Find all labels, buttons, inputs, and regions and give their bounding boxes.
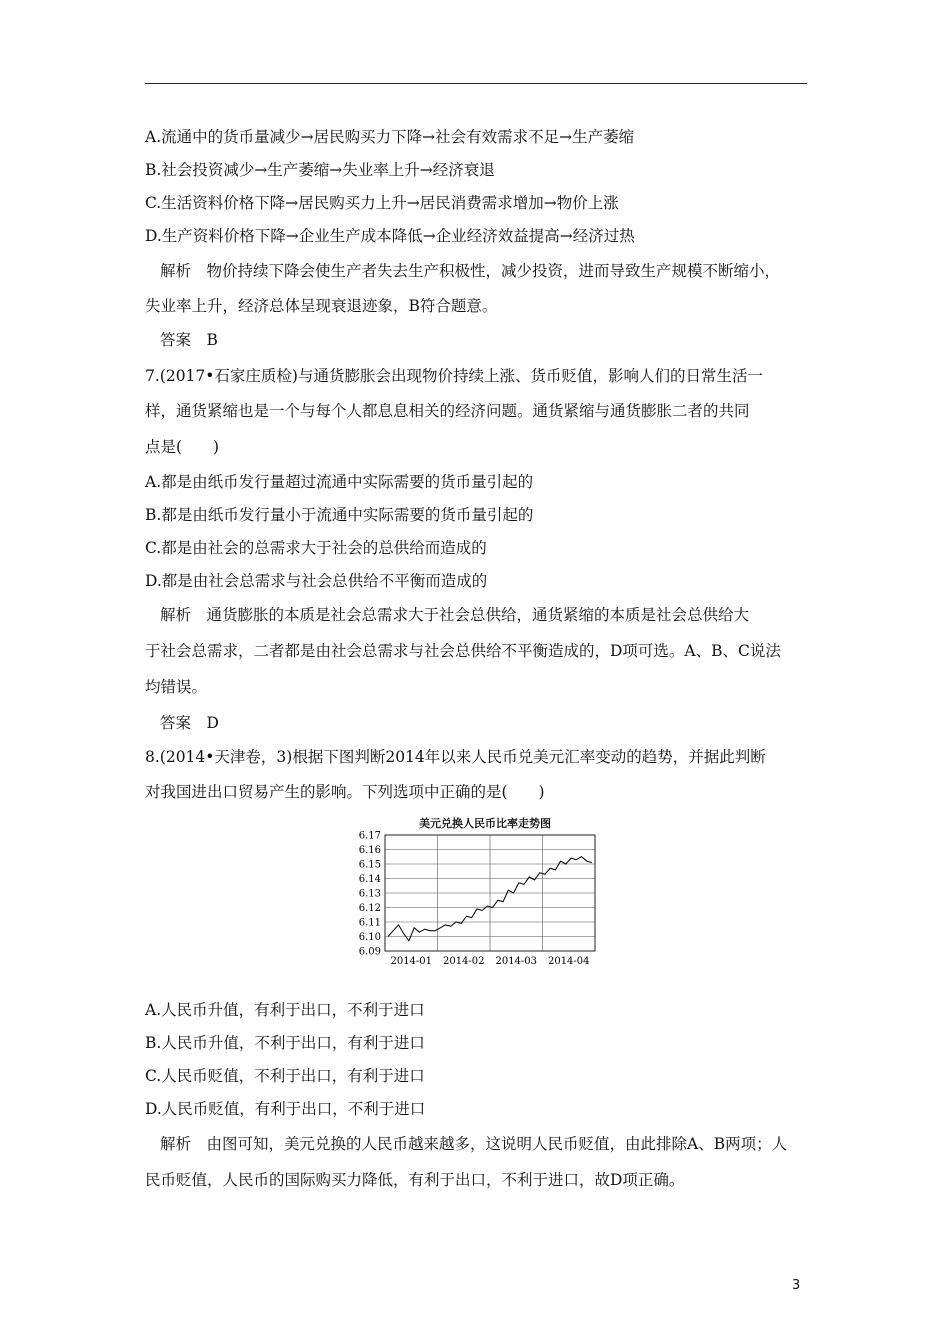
chart-y-tick-label: 6.12 <box>358 903 381 914</box>
chart-y-tick-label: 6.11 <box>358 917 381 929</box>
q6-analysis-line-1: 解析 物价持续下降会使生产者失去生产积极性，减少投资，进而导致生产规模不断缩小， <box>160 262 781 280</box>
q7-stem-line-2: 样，通货紧缩也是一个与每个人都息息相关的经济问题。通货紧缩与通货膨胀二者的共同 <box>145 402 750 420</box>
q7-analysis-line-2: 于社会总需求，二者都是由社会总需求与社会总供给不平衡造成的，D项可选。A、B、C说法 <box>145 642 781 660</box>
q8-stem-line-1: 8.(2014•天津卷，3)根据下图判断2014年以来人民币兑美元汇率变动的趋势，并据此判断 <box>145 748 766 766</box>
chart-y-tick-label: 6.09 <box>358 946 381 958</box>
chart-x-axis <box>390 956 589 967</box>
chart-y-tick-label: 6.15 <box>358 859 381 871</box>
page-number: 3 <box>792 1278 801 1293</box>
q7-answer: 答案 D <box>160 714 219 732</box>
q6-analysis-line-2: 失业率上升，经济总体呈现衰退迹象，B符合题意。 <box>145 297 498 315</box>
q6-option-b: B.社会投资减少→生产萎缩→失业率上升→经济衰退 <box>145 161 495 179</box>
q6-option-c: C.生活资料价格下降→居民购买力上升→居民消费需求增加→物价上涨 <box>145 194 619 212</box>
chart-y-tick-label: 6.13 <box>358 888 381 900</box>
q8-option-b: B.人民币升值，不利于出口，有利于进口 <box>145 1034 425 1052</box>
chart-y-tick-label: 6.17 <box>358 830 381 842</box>
q8-analysis-line-1: 解析 由图可知，美元兑换的人民币越来越多，这说明人民币贬值，由此排除A、B两项；人 <box>160 1135 788 1153</box>
q7-stem-line-3: 点是( ) <box>145 438 220 456</box>
q8-stem-line-2: 对我国进出口贸易产生的影响。下列选项中正确的是( ) <box>145 783 545 801</box>
chart-x-tick-label: 2014-04 <box>547 956 590 967</box>
q7-analysis-line-3: 均错误。 <box>145 678 208 696</box>
q7-analysis-line-1: 解析 通货膨胀的本质是社会总需求大于社会总供给，通货紧缩的本质是社会总供给大 <box>160 606 750 624</box>
q7-option-b: B.都是由纸币发行量小于流通中实际需要的货币量引起的 <box>145 506 534 524</box>
header-rule <box>145 83 807 84</box>
q7-stem-line-1: 7.(2017•石家庄质检)与通货膨胀会出现物价持续上涨、货币贬值，影响人们的日常生活一 <box>145 367 763 385</box>
chart-title: 美元兑换人民币比率走势图 <box>419 817 551 830</box>
chart-y-tick-label: 6.16 <box>358 845 381 856</box>
q8-option-c: C.人民币贬值，不利于出口，有利于进口 <box>145 1067 425 1085</box>
q8-option-d: D.人民币贬值，有利于出口，不利于进口 <box>145 1100 426 1118</box>
q8-option-a: A.人民币升值，有利于出口，不利于进口 <box>145 1001 425 1019</box>
chart-x-tick-label: 2014-02 <box>442 956 485 967</box>
chart-x-tick-label: 2014-03 <box>495 956 538 967</box>
chart-y-tick-label: 6.14 <box>358 874 381 885</box>
chart-grid <box>385 835 595 951</box>
q7-option-c: C.都是由社会的总需求大于社会的总供给而造成的 <box>145 539 487 557</box>
chart-x-tick-label: 2014-01 <box>390 956 433 967</box>
q6-answer: 答案 B <box>160 331 218 349</box>
q6-option-d: D.生产资料价格下降→企业生产成本降低→企业经济效益提高→经济过热 <box>145 227 635 245</box>
q7-option-a: A.都是由纸币发行量超过流通中实际需要的货币量引起的 <box>145 473 534 491</box>
q7-option-d: D.都是由社会总需求与社会总供给不平衡而造成的 <box>145 572 488 590</box>
chart-y-tick-label: 6.10 <box>358 932 381 943</box>
chart-y-axis <box>359 831 381 958</box>
exchange-rate-chart <box>350 812 600 972</box>
q8-analysis-line-2: 民币贬值，人民币的国际购买力降低，有利于出口，不利于进口，故D项正确。 <box>145 1171 685 1189</box>
q6-option-a: A.流通中的货币量减少→居民购买力下降→社会有效需求不足→生产萎缩 <box>145 128 635 146</box>
